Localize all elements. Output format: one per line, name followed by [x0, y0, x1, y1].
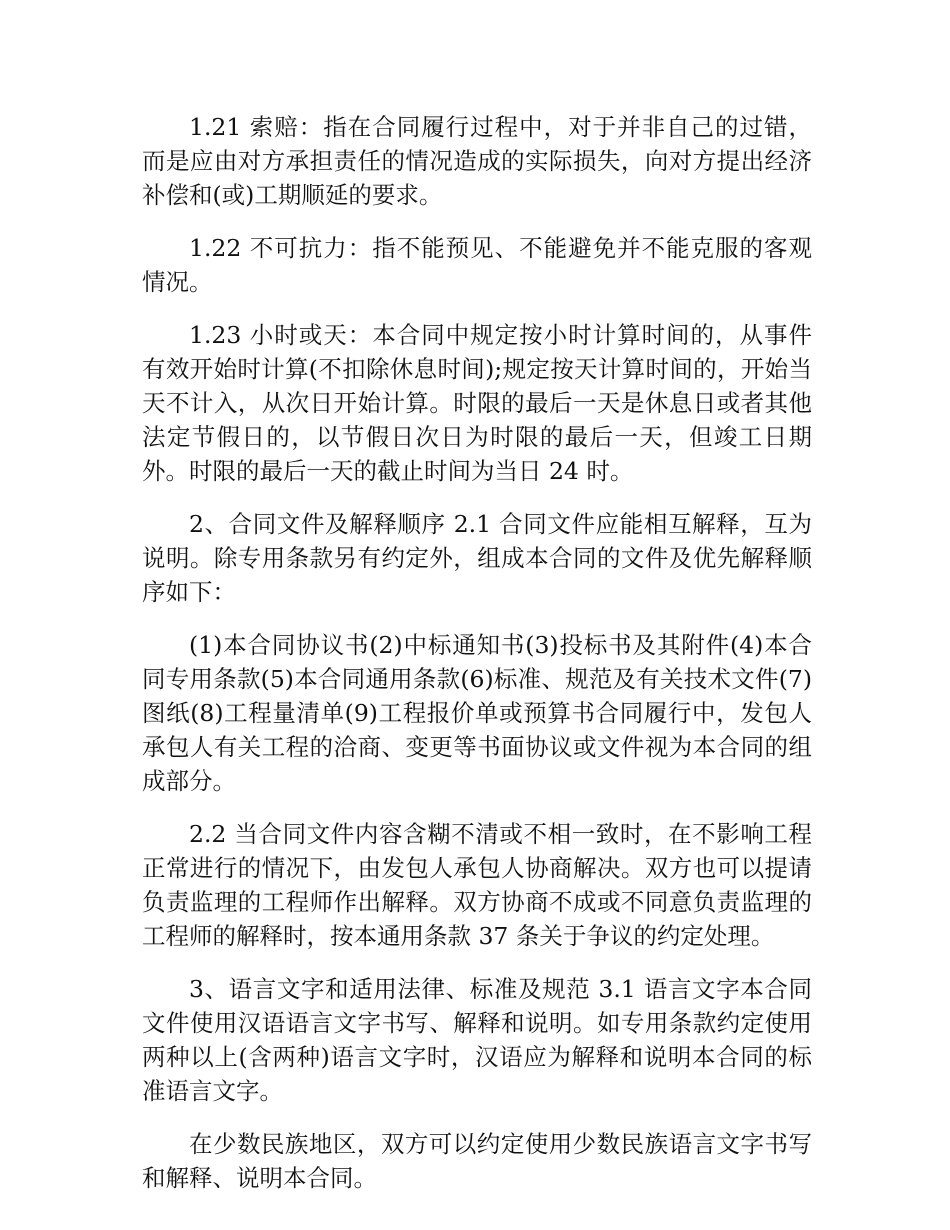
- paragraph-ambiguity-resolution: 2.2 当合同文件内容含糊不清或不相一致时，在不影响工程正常进行的情况下，由发包人承包人协商解决。双方也可以提请负责监理的工程师作出解释。双方协商不成或不同意负责监理的工程师的解释时，按本通用条款 37 条关于争议的约定处理。: [142, 820, 812, 950]
- paragraph-hours-or-days: 1.23 小时或天：本合同中规定按小时计算时间的，从事件有效开始时计算(不扣除休息时间);规定按天计算时间的，开始当天不计入，从次日开始计算。时限的最后一天是休息日或者其他法定节假日的，以节假日次日为时限的最后一天，但竣工日期外。时限的最后一天的截止时间为当日 24 时。: [142, 321, 812, 485]
- paragraph-language-and-law: 3、语言文字和适用法律、标准及规范 3.1 语言文字本合同文件使用汉语语言文字书写、解释和说明。如专用条款约定使用两种以上(含两种)语言文字时，汉语应为解释和说明本合同的标准语言文字。: [142, 975, 812, 1105]
- paragraph-document-list: (1)本合同协议书(2)中标通知书(3)投标书及其附件(4)本合同专用条款(5)本合同通用条款(6)标准、规范及有关技术文件(7)图纸(8)工程量清单(9)工程报价单或预算书合同履行中，发包人承包人有关工程的洽商、变更等书面协议或文件视为本合同的组成部分。: [142, 631, 812, 795]
- paragraph-claim-definition: 1.21 索赔：指在合同履行过程中，对于并非自己的过错，而是应由对方承担责任的情况造成的实际损失，向对方提出经济补偿和(或)工期顺延的要求。: [142, 113, 812, 209]
- paragraph-minority-language: 在少数民族地区，双方可以约定使用少数民族语言文字书写和解释、说明本合同。: [142, 1130, 812, 1192]
- paragraph-force-majeure: 1.22 不可抗力：指不能预见、不能避免并不能克服的客观情况。: [142, 234, 812, 296]
- document-page: [142, 110, 812, 1214]
- paragraph-contract-documents-order: 2、合同文件及解释顺序 2.1 合同文件应能相互解释，互为说明。除专用条款另有约定外，组成本合同的文件及优先解释顺序如下：: [142, 510, 812, 606]
